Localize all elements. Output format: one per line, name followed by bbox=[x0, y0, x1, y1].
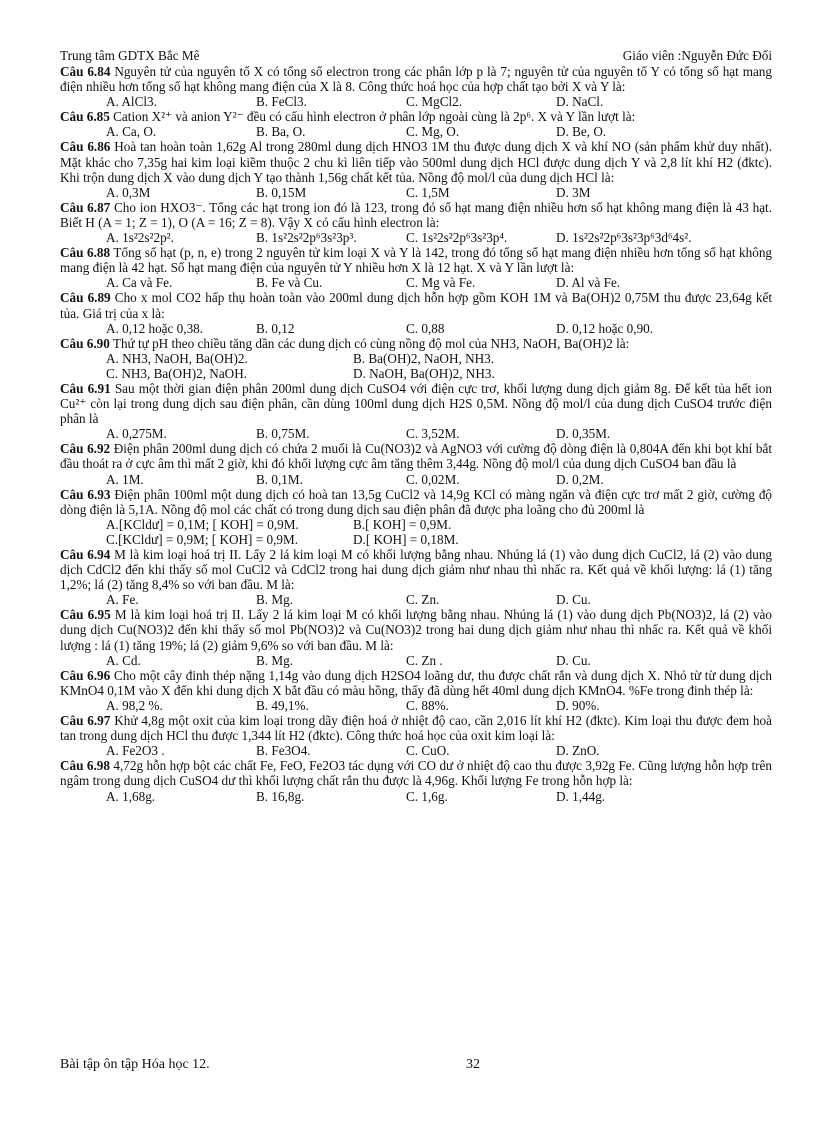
page-header bbox=[60, 48, 772, 64]
question-text bbox=[60, 607, 772, 652]
header-right: Giáo viên :Nguyễn Đức Đối bbox=[622, 48, 772, 63]
question-block bbox=[60, 109, 772, 139]
answer-options bbox=[60, 592, 772, 607]
answer-option: C. 1s²2s²2p⁶3s²3p⁴. bbox=[406, 230, 508, 246]
answer-options bbox=[60, 321, 772, 336]
question-text bbox=[60, 109, 772, 124]
answer-option: D. Cu. bbox=[556, 592, 591, 608]
answer-option: B.[ KOH] = 0,9M. bbox=[353, 516, 452, 532]
question-body: Cho x mol CO2 hấp thụ hoàn toàn vào 200ml dung dịch hỗn hợp gồm KOH 1M và Ba(OH)2 0,75M thu được 23,64g kết tủa. Giá trị của x là: bbox=[60, 290, 772, 321]
answer-option: A. 0,3M bbox=[106, 184, 151, 200]
question-number: Câu 6.89 bbox=[60, 290, 111, 306]
answer-option: A. Cd. bbox=[106, 652, 141, 668]
answer-option: B. Ba, O. bbox=[256, 124, 306, 140]
answer-option: C.[KCldư] = 0,9M; [ KOH] = 0,9M. bbox=[106, 531, 298, 547]
question-text bbox=[60, 713, 772, 743]
answer-option: A. Ca, O. bbox=[106, 124, 157, 140]
answer-option: C. Zn. bbox=[406, 592, 440, 608]
question-text bbox=[60, 139, 772, 184]
answer-option: B. 16,8g. bbox=[256, 788, 305, 804]
answer-option: A. 1s²2s²2p². bbox=[106, 230, 174, 246]
question-number: Câu 6.92 bbox=[60, 441, 111, 457]
question-body: Cho ion HXO3⁻. Tổng các hạt trong ion đó là 123, trong đó số hạt mang điện nhiều hơn số hạt không mang điện là 43 hạt. Biết H (A = 1; Z = 1), O (A = 16; Z = 8). Vậy X có cấu hình electron là: bbox=[60, 199, 773, 230]
answer-option: A. Fe. bbox=[106, 592, 139, 608]
answer-option: D. 90%. bbox=[556, 697, 600, 713]
answer-option: B. 0,1M. bbox=[256, 471, 303, 487]
answer-option: D. Al và Fe. bbox=[556, 275, 621, 291]
answer-option: B. Fe và Cu. bbox=[256, 275, 323, 291]
answer-option: A. 1M. bbox=[106, 471, 144, 487]
answer-options bbox=[60, 94, 772, 109]
question-number: Câu 6.96 bbox=[60, 667, 111, 683]
question-block bbox=[60, 336, 772, 381]
answer-option: C. 1,6g. bbox=[406, 788, 448, 804]
answer-options bbox=[60, 275, 772, 290]
answer-option: D. 1s²2s²2p⁶3s²3p⁶3d⁶4s². bbox=[556, 230, 692, 246]
question-number: Câu 6.87 bbox=[60, 199, 111, 215]
answer-option: A. AlCl3. bbox=[106, 94, 157, 110]
answer-option: D.[ KOH] = 0,18M. bbox=[353, 531, 459, 547]
question-block bbox=[60, 245, 772, 290]
question-body: Sau một thời gian điện phân 200ml dung dịch CuSO4 với điện cực trơ, khối lượng dung dịch giảm 8g. Để kết tủa hết ion Cu²⁺ còn lại trong dung dịch sau điện phân, cần dùng 100ml dung dịch H2S 0,5M. Nồng độ mol/l của dung dịch CuSO4 trước điện phân là bbox=[60, 380, 773, 427]
answer-option: A.[KCldư] = 0,1M; [ KOH] = 0,9M. bbox=[106, 516, 299, 532]
header-left: Trung tâm GDTX Bắc Mê bbox=[60, 48, 200, 63]
answer-option: D. 0,12 hoặc 0,90. bbox=[556, 320, 654, 336]
answer-option: D. NaOH, Ba(OH)2, NH3. bbox=[353, 365, 495, 381]
question-text bbox=[60, 668, 772, 698]
question-body: M là kim loại hoá trị II. Lấy 2 lá kim loại M có khối lượng bằng nhau. Nhúng lá (1) vào dung dịch CuCl2, lá (2) vào dung dịch CdCl2 đến khi thấy số mol CuCl2 và CdCl2 trong hai dung dịch giảm như nhau thì nhấc ra. Kết quả về khối lượng: lá (1) tăng 1,2%; lá (2) tăng 8,4% so với ban đầu. M là: bbox=[60, 547, 773, 593]
answer-option: D. 0,2M. bbox=[556, 471, 604, 487]
answer-options bbox=[60, 230, 772, 245]
answer-option: C. CuO. bbox=[406, 743, 450, 759]
question-text bbox=[60, 290, 772, 320]
answer-option: D. Cu. bbox=[556, 652, 591, 668]
answer-option: B. Fe3O4. bbox=[256, 743, 311, 759]
question-text bbox=[60, 547, 772, 592]
answer-option: C. Zn . bbox=[406, 652, 443, 668]
question-text bbox=[60, 245, 772, 275]
answer-option: C. 1,5M bbox=[406, 184, 450, 200]
question-block bbox=[60, 200, 772, 245]
answer-option: D. NaCl. bbox=[556, 94, 604, 110]
question-block bbox=[60, 139, 772, 199]
question-body: M là kim loại hoá trị II. Lấy 2 lá kim loại M có khối lượng bằng nhau. Nhúng lá (1) vào dung dịch Pb(NO3)2, lá (2) vào dung dịch Cu(NO3)2 đến khi thấy số mol Pb(NO3)2 và Cu(NO3)2 trong hai dung dịch giảm như nhau thì nhấc ra. Kết quả về khối lượng : lá (1) tăng 19%; lá (2) giảm 9,6% so với ban đầu. M là: bbox=[60, 607, 773, 653]
question-number: Câu 6.85 bbox=[60, 109, 110, 125]
question-text bbox=[60, 441, 772, 471]
question-block bbox=[60, 713, 772, 758]
question-body: 4,72g hỗn hợp bột các chất Fe, FeO, Fe2O3 tác dụng với CO dư ở nhiệt độ cao thu được 3,92g Fe. Cũng lượng hỗn hợp trên ngâm trong dung dịch CuSO4 dư thì khối lượng chất rắn thu được là 4,96g. Khối lượng Fe trong hỗn hợp là: bbox=[60, 758, 773, 789]
question-body: Cation X²⁺ và anion Y²⁻ đều có cấu hình electron ở phân lớp ngoài cùng là 2p⁶. X và Y lần lượt là: bbox=[113, 109, 636, 125]
answer-option: D. Be, O. bbox=[556, 124, 607, 140]
question-text bbox=[60, 336, 772, 351]
question-number: Câu 6.90 bbox=[60, 335, 110, 351]
page-footer bbox=[60, 1057, 480, 1073]
answer-option: B. 0,75M. bbox=[256, 426, 310, 442]
question-number: Câu 6.91 bbox=[60, 380, 111, 396]
answer-options bbox=[60, 124, 772, 139]
answer-options bbox=[60, 517, 772, 547]
question-number: Câu 6.94 bbox=[60, 547, 111, 562]
answer-option: A. 0,275M. bbox=[106, 426, 167, 442]
answer-option: D. 0,35M. bbox=[556, 426, 611, 442]
answer-option: C. 0,02M. bbox=[406, 471, 460, 487]
answer-option: B. 49,1%. bbox=[256, 697, 309, 713]
question-block bbox=[60, 547, 772, 607]
answer-option: B. Ba(OH)2, NaOH, NH3. bbox=[353, 350, 495, 366]
answer-options bbox=[60, 351, 772, 381]
answer-option: A. 1,68g. bbox=[106, 788, 156, 804]
question-block bbox=[60, 441, 772, 486]
page-number: 32 bbox=[466, 1057, 480, 1072]
question-block bbox=[60, 607, 772, 667]
answer-options bbox=[60, 653, 772, 668]
answer-option: B. Mg. bbox=[256, 652, 294, 668]
question-block bbox=[60, 487, 772, 547]
footer-title: Bài tập ôn tập Hóa học 12. bbox=[60, 1057, 210, 1072]
question-body: Điện phân 100ml một dung dịch có hoà tan 13,5g CuCl2 và 14,9g KCl có màng ngăn và điện cực trơ mất 2 giờ, cường độ dòng điện là 5,1A. Nồng độ mol các chất có trong dung dịch sau điện phân đã được pha loãng cho đủ 200ml là bbox=[60, 486, 773, 517]
question-text bbox=[60, 64, 772, 94]
question-body: Tổng số hạt (p, n, e) trong 2 nguyên tử kim loại X và Y là 142, trong đó tổng số hạt mang điện nhiều hơn tổng số hạt không mang điện là 42 hạt. Số hạt mang điện của nguyên tử Y nhiều hơn X là 12 hạt. X và Y lần lượt là: bbox=[60, 245, 773, 276]
answer-option: B. 0,12 bbox=[256, 320, 295, 336]
question-body: Điện phân 200ml dung dịch có chứa 2 muối là Cu(NO3)2 và AgNO3 với cường độ dòng điện là 0,804A đến khi bọt khí bắt đầu thoát ra ở cực âm thì mất 2 giờ, khi đó khối lượng cực âm tăng thêm 3,44g. Nồng độ mol/l của dung dịch CuSO4 ban đầu là bbox=[60, 441, 773, 472]
answer-option: C. Mg, O. bbox=[406, 124, 460, 140]
answer-options bbox=[60, 789, 772, 804]
question-text bbox=[60, 381, 772, 426]
page-content bbox=[60, 48, 772, 804]
question-body: Cho một cây đinh thép nặng 1,14g vào dung dịch H2SO4 loãng dư, thu được chất rắn và dung dịch X. Nhỏ từ từ dung dịch KMnO4 0,1M vào X đến khi dung dịch X bắt đầu có màu hồng, thấy đã dùng hết 40ml dung dịch KMnO4. %Fe trong đinh thép là: bbox=[60, 667, 773, 698]
answer-option: C. 3,52M. bbox=[406, 426, 460, 442]
answer-option: A. 0,12 hoặc 0,38. bbox=[106, 320, 204, 336]
question-block bbox=[60, 381, 772, 441]
answer-option: A. 98,2 %. bbox=[106, 697, 163, 713]
answer-options bbox=[60, 426, 772, 441]
question-text bbox=[60, 487, 772, 517]
question-number: Câu 6.88 bbox=[60, 245, 111, 261]
question-block bbox=[60, 758, 772, 803]
question-block bbox=[60, 668, 772, 713]
answer-options bbox=[60, 698, 772, 713]
answer-options bbox=[60, 743, 772, 758]
question-number: Câu 6.95 bbox=[60, 607, 111, 623]
answer-option: B. 1s²2s²2p⁶3s²3p³. bbox=[256, 230, 357, 246]
answer-option: A. NH3, NaOH, Ba(OH)2. bbox=[106, 350, 248, 366]
answer-option: D. ZnO. bbox=[556, 743, 600, 759]
question-block bbox=[60, 64, 772, 109]
question-body: Hoà tan hoàn toàn 1,62g Al trong 280ml dung dịch HNO3 1M thu được dung dịch X và khí NO (sản phẩm khử duy nhất). Mặt khác cho 7,35g hai kim loại kiềm thuộc 2 chu kì liên tiếp vào 500ml dung dịch HCl được dung dịch Y và 2,8 lít khí H2 (đktc). Khi trộn dung dịch X vào dung dịch Y tạo thành 1,56g chất kết tủa. Nồng độ mol/l của dung dịch HCl là: bbox=[60, 139, 772, 185]
answer-option: C. Mg và Fe. bbox=[406, 275, 476, 291]
question-body: Nguyên tử của nguyên tố X có tổng số electron trong các phân lớp p là 7; nguyên tử của nguyên tố Y có tổng số hạt mang điện nhiều hơn tổng số hạt không mang điện của X là 8. Công thức hoá học của hợp chất tạo bởi X và Y là: bbox=[60, 64, 772, 95]
question-body: Thứ tự pH theo chiều tăng dần các dung dịch có cùng nồng độ mol của NH3, NaOH, Ba(OH)2 là: bbox=[112, 335, 630, 351]
answer-option: C. 88%. bbox=[406, 697, 449, 713]
answer-option: C. MgCl2. bbox=[406, 94, 463, 110]
question-block bbox=[60, 290, 772, 335]
answer-option: A. Fe2O3 . bbox=[106, 743, 165, 759]
answer-options bbox=[60, 185, 772, 200]
answer-option: A. Ca và Fe. bbox=[106, 275, 173, 291]
answer-option: C. NH3, Ba(OH)2, NaOH. bbox=[106, 365, 248, 381]
answer-option: D. 1,44g. bbox=[556, 788, 606, 804]
question-number: Câu 6.93 bbox=[60, 486, 111, 502]
question-number: Câu 6.97 bbox=[60, 713, 111, 729]
question-body: Khử 4,8g một oxit của kim loại trong dãy điện hoá ở nhiệt độ cao, cần 2,016 lít khí H2 (đktc). Kim loại thu được đem hoà tan trong dung dịch HCl thu được 1,344 lít H2 (đktc). Công thức hoá học của oxit kim loại là: bbox=[60, 713, 773, 744]
question-list bbox=[60, 64, 772, 804]
question-text bbox=[60, 200, 772, 230]
question-text bbox=[60, 758, 772, 788]
answer-options bbox=[60, 472, 772, 487]
answer-option: D. 3M bbox=[556, 184, 591, 200]
answer-option: B. FeCl3. bbox=[256, 94, 307, 110]
question-number: Câu 6.98 bbox=[60, 758, 110, 774]
question-number: Câu 6.84 bbox=[60, 64, 111, 79]
answer-option: B. Mg. bbox=[256, 592, 294, 608]
answer-option: C. 0,88 bbox=[406, 320, 445, 336]
question-number: Câu 6.86 bbox=[60, 139, 111, 155]
answer-option: B. 0,15M bbox=[256, 184, 307, 200]
